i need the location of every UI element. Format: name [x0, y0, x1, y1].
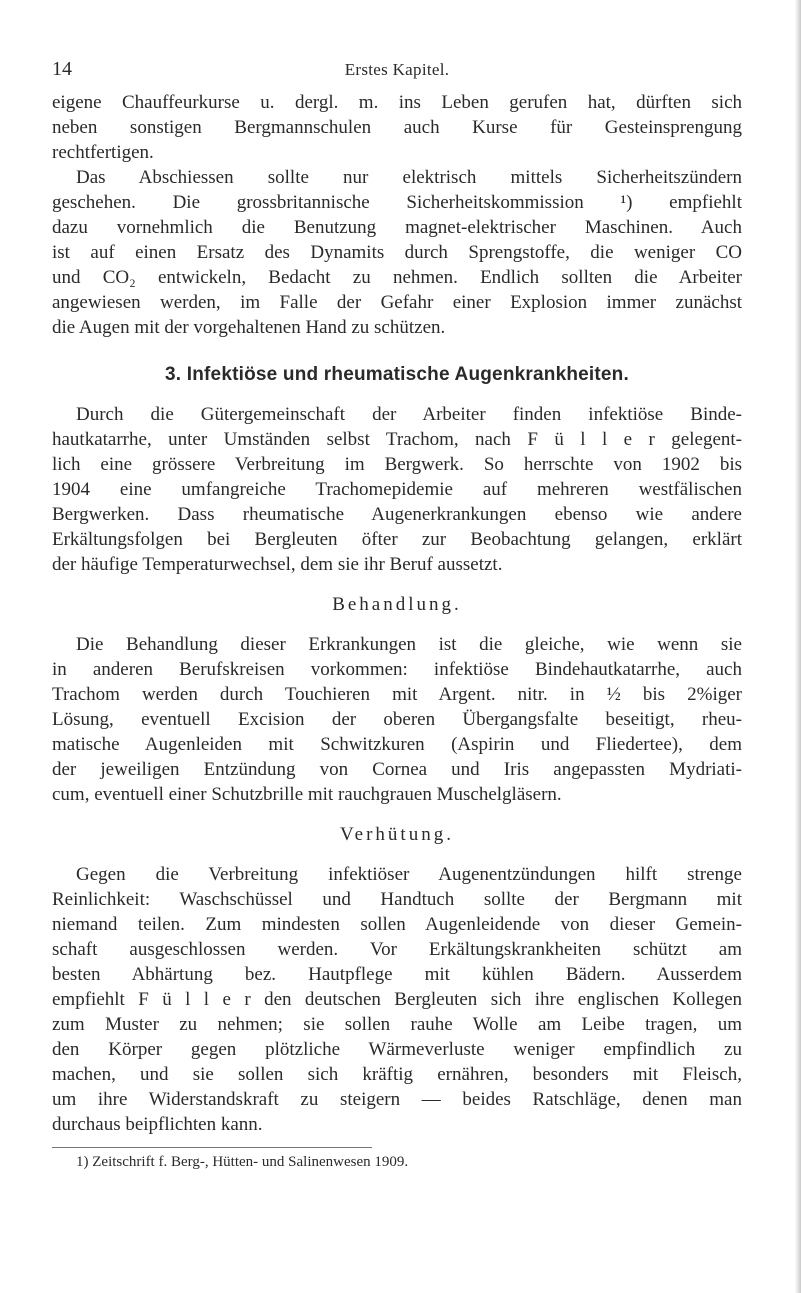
paragraph-3 — [52, 402, 742, 577]
text-line: matische Augenleiden mit Schwitzkuren (Aspirin und Fliedertee), dem — [52, 734, 742, 755]
text-line: Gegen die Verbreitung infektiöser Augenentzündungen hilft strenge — [76, 864, 742, 885]
text-line: machen, und sie sollen sich kräftig ernähren, besonders mit Fleisch, — [52, 1064, 742, 1085]
footnote-text: Zeitschrift f. Berg-, Hütten- und Salinenwesen 1909. — [92, 1154, 409, 1170]
text-line: Das Abschiessen sollte nur elektrisch mittels Sicherheitszündern — [76, 167, 742, 188]
text-line: in anderen Berufskreisen vorkommen: infektiöse Bindehautkatarrhe, auch — [52, 659, 742, 680]
text-line: Lösung, eventuell Excision der oberen Übergangsfalte beseitigt, rheu- — [52, 709, 742, 730]
subheading-verhuetung: Verhütung. — [340, 824, 454, 845]
text-line: geschehen. Die grossbritannische Sicherheitskommission ¹) empfiehlt — [52, 192, 742, 213]
text-line: um ihre Widerstandskraft zu steigern — beides Ratschläge, denen man — [52, 1089, 742, 1110]
page-number: 14 — [52, 58, 72, 80]
text-line: rechtfertigen. — [52, 142, 154, 163]
paragraph-2 — [52, 165, 742, 340]
page-edge-shadow — [795, 0, 801, 1293]
text-line: hautkatarrhe, unter Umständen selbst Trachom, nach F ü l l e r gelegent- — [52, 429, 742, 450]
text-line: den Körper gegen plötzliche Wärmeverluste weniger empfindlich zu — [52, 1039, 742, 1060]
text-line: Trachom werden durch Touchieren mit Argent. nitr. in ½ bis 2%iger — [52, 684, 742, 705]
paragraph-5 — [52, 862, 742, 1137]
footnote-marker: 1) — [76, 1154, 89, 1170]
text-line: Reinlichkeit: Waschschüssel und Handtuch sollte der Bergmann mit — [52, 889, 742, 910]
text-line: Die Behandlung dieser Erkrankungen ist die gleiche, wie wenn sie — [76, 634, 742, 655]
text-line: niemand teilen. Zum mindesten sollen Augenleidende von dieser Gemein- — [52, 914, 742, 935]
text-line: empfiehlt F ü l l e r den deutschen Bergleuten sich ihre englischen Kollegen — [52, 989, 742, 1010]
text-line: eigene Chauffeurkurse u. dergl. m. ins Leben gerufen hat, dürften sich — [52, 92, 742, 113]
text-line: die Augen mit der vorgehaltenen Hand zu schützen. — [52, 317, 446, 338]
section-heading: 3. Infektiöse und rheumatische Augenkrankheiten. — [165, 364, 629, 385]
text-line: dazu vornehmlich die Benutzung magnet-elektrischer Maschinen. Auch — [52, 217, 742, 238]
text-line: Bergwerken. Dass rheumatische Augenerkrankungen ebenso wie andere — [52, 504, 742, 525]
text-line: Erkältungsfolgen bei Bergleuten öfter zur Beobachtung gelangen, erklärt — [52, 529, 742, 550]
text-line: zum Muster zu nehmen; sie sollen rauhe Wolle am Leibe tragen, um — [52, 1014, 742, 1035]
paragraph-1 — [52, 90, 742, 165]
book-page — [52, 58, 742, 1172]
text-line: angewiesen werden, im Falle der Gefahr einer Explosion immer zunächst — [52, 292, 742, 313]
text-line: und CO₂ entwickeln, Bedacht zu nehmen. Endlich sollten die Arbeiter — [52, 267, 742, 288]
text-line: lich eine grössere Verbreitung im Bergwerk. So herrschte von 1902 bis — [52, 454, 742, 475]
paragraph-4 — [52, 632, 742, 807]
text-line: der jeweiligen Entzündung von Cornea und Iris angepassten Mydriati- — [52, 759, 742, 780]
text-line: schaft ausgeschlossen werden. Vor Erkältungskrankheiten schützt am — [52, 939, 742, 960]
text-line: durchaus beipflichten kann. — [52, 1114, 263, 1135]
text-line: cum, eventuell einer Schutzbrille mit rauchgrauen Muschelgläsern. — [52, 784, 562, 805]
text-line: 1904 eine umfangreiche Trachomepidemie auf mehreren westfälischen — [52, 479, 742, 500]
text-line: ist auf einen Ersatz des Dynamits durch Sprengstoffe, die weniger CO — [52, 242, 742, 263]
subheading-behandlung: Behandlung. — [332, 594, 462, 615]
footnote — [52, 1152, 742, 1172]
text-line: besten Abhärtung bez. Hautpflege mit kühlen Bädern. Ausserdem — [52, 964, 742, 985]
text-line: der häufige Temperaturwechsel, dem sie ihr Beruf aussetzt. — [52, 554, 503, 575]
running-title: Erstes Kapitel. — [344, 60, 450, 79]
page-header — [52, 58, 742, 90]
text-line: Durch die Gütergemeinschaft der Arbeiter finden infektiöse Binde- — [76, 404, 742, 425]
text-line: neben sonstigen Bergmannschulen auch Kurse für Gesteinsprengung — [52, 117, 742, 138]
